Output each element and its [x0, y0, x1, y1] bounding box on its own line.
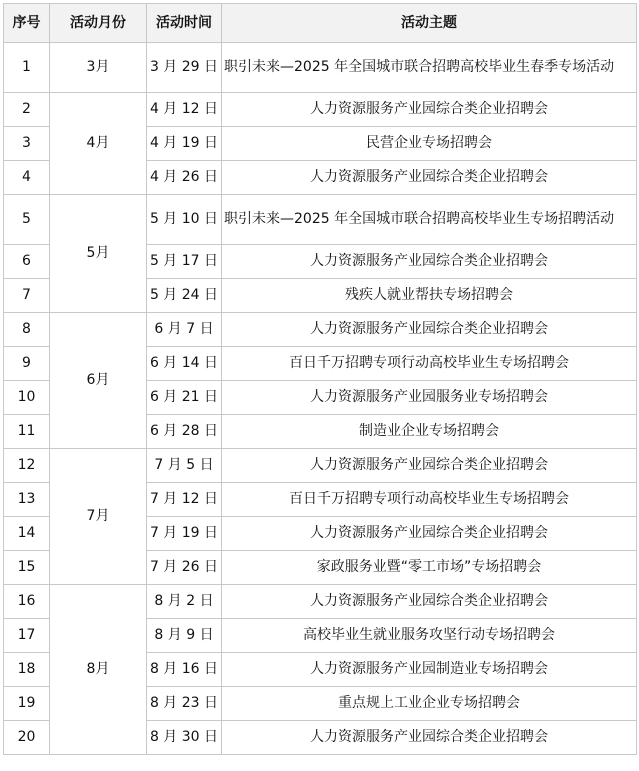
- row-theme: 家政服务业暨“零工市场”专场招聘会: [222, 551, 637, 585]
- row-seq: 4: [4, 161, 50, 195]
- row-date: 7 月 26 日: [147, 551, 222, 585]
- row-seq: 14: [4, 517, 50, 551]
- row-date: 7 月 12 日: [147, 483, 222, 517]
- table-row: [4, 313, 637, 347]
- row-seq: 19: [4, 687, 50, 721]
- row-date: 8 月 16 日: [147, 653, 222, 687]
- row-date: 8 月 30 日: [147, 721, 222, 755]
- row-seq: 17: [4, 619, 50, 653]
- row-seq: 20: [4, 721, 50, 755]
- header-theme: 活动主题: [222, 4, 637, 43]
- row-theme: 职引未来—2025 年全国城市联合招聘高校毕业生春季专场活动: [222, 43, 637, 93]
- row-seq: 9: [4, 347, 50, 381]
- row-seq: 10: [4, 381, 50, 415]
- table-row: [4, 449, 637, 483]
- schedule-table: [3, 3, 637, 755]
- row-theme: 人力资源服务产业园综合类企业招聘会: [222, 93, 637, 127]
- row-date: 8 月 9 日: [147, 619, 222, 653]
- row-seq: 7: [4, 279, 50, 313]
- row-theme: 百日千万招聘专项行动高校毕业生专场招聘会: [222, 483, 637, 517]
- table-row: [4, 195, 637, 245]
- row-theme: 人力资源服务产业园综合类企业招聘会: [222, 449, 637, 483]
- row-date: 6 月 28 日: [147, 415, 222, 449]
- row-date: 6 月 7 日: [147, 313, 222, 347]
- row-date: 7 月 5 日: [147, 449, 222, 483]
- row-theme: 人力资源服务产业园制造业专场招聘会: [222, 653, 637, 687]
- month-cell: 7月: [50, 449, 147, 585]
- header-month: 活动月份: [50, 4, 147, 43]
- row-date: 6 月 14 日: [147, 347, 222, 381]
- row-date: 5 月 10 日: [147, 195, 222, 245]
- month-cell: 6月: [50, 313, 147, 449]
- row-seq: 6: [4, 245, 50, 279]
- row-date: 8 月 23 日: [147, 687, 222, 721]
- header-date: 活动时间: [147, 4, 222, 43]
- row-seq: 13: [4, 483, 50, 517]
- month-cell: 4月: [50, 93, 147, 195]
- row-date: 7 月 19 日: [147, 517, 222, 551]
- row-theme: 人力资源服务产业园综合类企业招聘会: [222, 721, 637, 755]
- row-theme: 人力资源服务产业园综合类企业招聘会: [222, 313, 637, 347]
- row-seq: 18: [4, 653, 50, 687]
- row-seq: 1: [4, 43, 50, 93]
- row-theme: 人力资源服务产业园综合类企业招聘会: [222, 517, 637, 551]
- row-theme: 职引未来—2025 年全国城市联合招聘高校毕业生专场招聘活动: [222, 195, 637, 245]
- row-date: 6 月 21 日: [147, 381, 222, 415]
- row-date: 4 月 26 日: [147, 161, 222, 195]
- row-seq: 2: [4, 93, 50, 127]
- row-theme: 人力资源服务产业园综合类企业招聘会: [222, 161, 637, 195]
- row-date: 4 月 12 日: [147, 93, 222, 127]
- table-row: [4, 585, 637, 619]
- row-theme: 人力资源服务产业园服务业专场招聘会: [222, 381, 637, 415]
- month-cell: 3月: [50, 43, 147, 93]
- row-theme: 重点规上工业企业专场招聘会: [222, 687, 637, 721]
- row-seq: 11: [4, 415, 50, 449]
- month-cell: 8月: [50, 585, 147, 755]
- row-seq: 8: [4, 313, 50, 347]
- row-theme: 人力资源服务产业园综合类企业招聘会: [222, 585, 637, 619]
- row-theme: 高校毕业生就业服务攻坚行动专场招聘会: [222, 619, 637, 653]
- row-seq: 12: [4, 449, 50, 483]
- row-seq: 5: [4, 195, 50, 245]
- table-row: [4, 43, 637, 93]
- row-theme: 百日千万招聘专项行动高校毕业生专场招聘会: [222, 347, 637, 381]
- row-theme: 人力资源服务产业园综合类企业招聘会: [222, 245, 637, 279]
- month-cell: 5月: [50, 195, 147, 313]
- row-seq: 15: [4, 551, 50, 585]
- row-date: 3 月 29 日: [147, 43, 222, 93]
- row-theme: 残疾人就业帮扶专场招聘会: [222, 279, 637, 313]
- row-date: 8 月 2 日: [147, 585, 222, 619]
- table-row: [4, 93, 637, 127]
- row-date: 5 月 24 日: [147, 279, 222, 313]
- row-date: 5 月 17 日: [147, 245, 222, 279]
- row-theme: 民营企业专场招聘会: [222, 127, 637, 161]
- row-seq: 16: [4, 585, 50, 619]
- row-seq: 3: [4, 127, 50, 161]
- row-date: 4 月 19 日: [147, 127, 222, 161]
- header-row: [4, 4, 637, 43]
- header-seq: 序号: [4, 4, 50, 43]
- row-theme: 制造业企业专场招聘会: [222, 415, 637, 449]
